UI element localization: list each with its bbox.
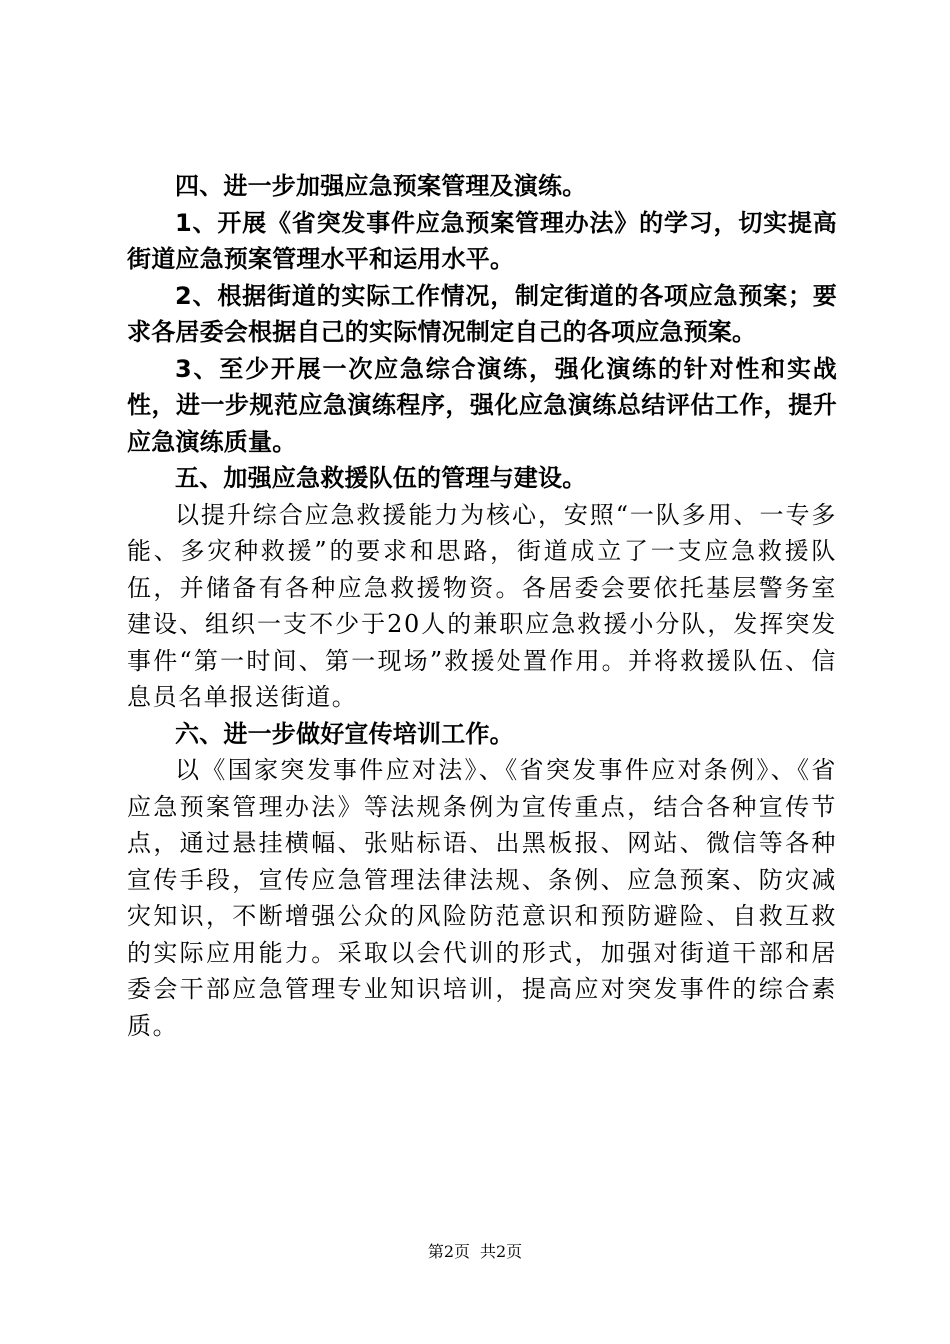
paragraph-item-1: 1、开展《省突发事件应急预案管理办法》的学习，切实提高街道应急预案管理水平和运用水平。: [127, 208, 837, 273]
paragraph-item-2: 2、根据街道的实际工作情况，制定街道的各项应急预案；要求各居委会根据自己的实际情况制定自己的各项应急预案。: [127, 281, 837, 346]
section-heading-six: 六、进一步做好宣传培训工作。: [175, 719, 514, 748]
document-body: [127, 168, 837, 1044]
section-heading-five: 五、加强应急救援队伍的管理与建设。: [175, 464, 587, 492]
page-footer: [0, 1241, 950, 1263]
paragraph-rescue-team: 以提升综合应急救援能力为核心，安照“一队多用、一专多能、多灾种救援”的要求和思路，街道成立了一支应急救援队伍，并储备有各种应急救援物资。各居委会要依托基层警务室建设、组织一支不少于20人的兼职应急救援小分队，发挥突发事件“第一时间、第一现场”救援处置作用。并将救援队伍、信息员名单报送街道。: [127, 500, 837, 711]
page-number-current: 第2页: [427, 1242, 470, 1261]
page-number-total: 共2页: [480, 1242, 523, 1261]
section-heading-four: 四、进一步加强应急预案管理及演练。: [175, 172, 587, 200]
paragraph-item-3: 3、至少开展一次应急综合演练，强化演练的针对性和实战性，进一步规范应急演练程序，强化应急演练总结评估工作，提升应急演练质量。: [127, 354, 837, 456]
paragraph-publicity-training: 以《国家突发事件应对法》、《省突发事件应对条例》、《省应急预案管理办法》等法规条例为宣传重点，结合各种宣传节点，通过悬挂横幅、张贴标语、出黑板报、网站、微信等各种宣传手段，宣传应急管理法律法规、条例、应急预案、防灾减灾知识，不断增强公众的风险防范意识和预防避险、自救互救的实际应用能力。采取以会代训的形式，加强对街道干部和居委会干部应急管理专业知识培训，提高应对突发事件的综合素质。: [127, 756, 837, 1040]
